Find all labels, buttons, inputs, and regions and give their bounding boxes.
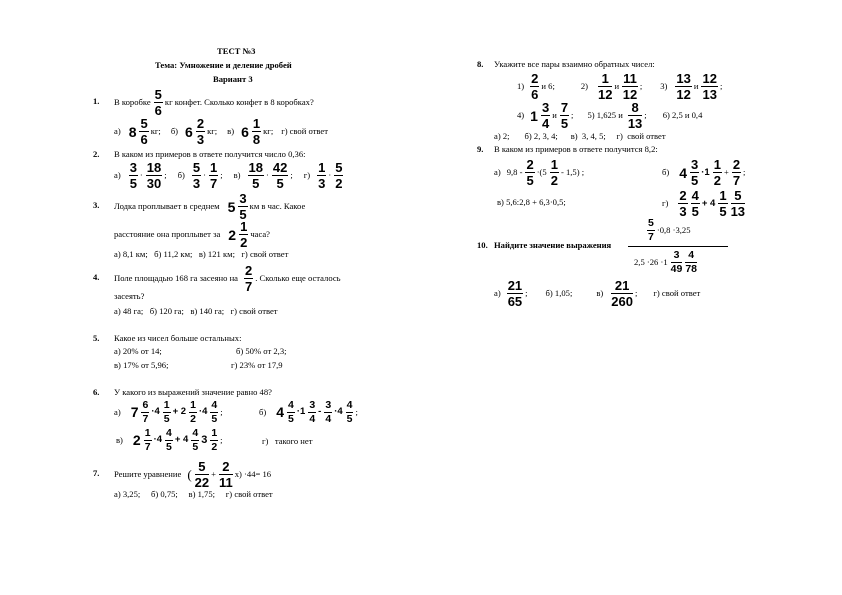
- q10-text: Найдите значение выражения: [494, 240, 612, 250]
- q8-p5-frac-numerator: 8: [628, 101, 642, 116]
- q1-c-unit: кг;: [263, 126, 274, 137]
- q1-c-label: в): [227, 126, 235, 137]
- q8-p2-end: ;: [639, 81, 643, 92]
- q9-a-text1: 9,8 -: [506, 167, 523, 178]
- q2-text: В каком из примеров в ответе получится число 0,36:: [114, 149, 306, 159]
- q6-b-frac1-numerator: 4: [288, 399, 294, 411]
- q7-number: 7.: [93, 468, 100, 478]
- q10-d-text: г) свой ответ: [653, 288, 701, 299]
- q2-a-frac1-denominator: 5: [129, 176, 137, 191]
- q10-number: 10.: [477, 240, 488, 250]
- q9-a-frac-denominator: 5: [526, 173, 534, 188]
- q2-c-frac2-numerator: 42: [272, 160, 288, 175]
- q1-b-fraction-numerator: 2: [196, 116, 205, 131]
- q8-p3-frac2-denominator: 13: [702, 87, 717, 102]
- q8-p2-frac2-numerator: 11: [623, 71, 637, 86]
- q8-p5-end: ;: [644, 110, 647, 121]
- q2-b-frac1-numerator: 5: [192, 160, 201, 175]
- q2-d-frac2-denominator: 2: [335, 176, 343, 191]
- q9-d-frac4-denominator: 13: [730, 204, 746, 219]
- q2-a-label: а): [114, 170, 121, 181]
- q9-b-frac3: [732, 158, 741, 187]
- q6-c-frac1-denominator: 7: [144, 440, 151, 453]
- q3-text-c: расстояние она проплывет за: [114, 229, 221, 240]
- q2-a-op: ·: [139, 170, 143, 181]
- q7-frac1: [195, 460, 209, 489]
- q9-d-frac1-denominator: 3: [679, 204, 687, 219]
- q6-text: У какого из выражений значение равно 48?: [114, 387, 272, 397]
- q1-fraction-numerator: 5: [154, 87, 162, 102]
- q3-text-d: часа?: [250, 229, 270, 240]
- q2-b-frac1: [192, 161, 201, 190]
- q6-b-frac2: [308, 400, 316, 424]
- q2-a-frac2-denominator: 30: [146, 176, 162, 191]
- q9-d-frac2-numerator: 4: [691, 188, 699, 203]
- q3-whole2: 2: [228, 226, 237, 243]
- q2-d-label: г): [303, 170, 311, 181]
- q9-a-frac2-denominator: 2: [550, 173, 558, 188]
- q8-p4-frac2-numerator: 7: [560, 100, 569, 115]
- q9-d-frac3-denominator: 5: [719, 204, 727, 219]
- q2-b-frac2: [209, 161, 218, 190]
- q10-bot-text: 2,5 ·26 ·1: [634, 256, 668, 267]
- q9-b-label: б): [662, 167, 670, 178]
- q9-text: В каком из примеров в ответе получится 8,2:: [494, 144, 658, 154]
- q6-a-frac1-numerator: 6: [142, 399, 149, 411]
- q6-option-b: [259, 400, 360, 424]
- q4-fraction: [244, 264, 253, 293]
- q8-label-4: 4): [517, 110, 525, 121]
- q9-option-a: [494, 158, 586, 187]
- q10-answers: [494, 279, 702, 308]
- q6-c-frac4: [210, 428, 218, 452]
- q7-frac2-numerator: 2: [219, 460, 233, 475]
- q9-a-text3: - 1,5) ;: [560, 167, 585, 178]
- q9-b-frac3-denominator: 7: [732, 173, 741, 188]
- q9-b-frac: [690, 158, 699, 187]
- q8-p4-and: и: [552, 110, 557, 121]
- q6-b-frac3: [324, 400, 332, 424]
- q8-p3-frac2: [701, 72, 717, 101]
- q6-c-frac1-numerator: 1: [144, 427, 151, 439]
- q1-fraction-denominator: 6: [154, 103, 162, 118]
- q6-c-frac2-denominator: 5: [166, 440, 172, 453]
- q7-frac2: [219, 460, 233, 489]
- q8-p4-frac1-denominator: 4: [541, 116, 550, 131]
- q2-a-frac1: [129, 161, 138, 190]
- q1-a-whole: 8: [128, 123, 137, 140]
- q5-option-a: а) 20% от 14;: [114, 346, 162, 356]
- q10-top-frac-denominator: 7: [648, 230, 654, 243]
- q6-c-term3: + 4: [174, 434, 189, 446]
- q2-c-end: ;: [290, 170, 293, 181]
- q8-p2-and: и: [614, 81, 620, 92]
- q7-text-b: x) ·44= 16: [234, 469, 272, 480]
- q10-fraction-bar: [628, 246, 728, 247]
- q6-b-whole1: 4: [276, 404, 285, 420]
- q10-top-frac: [647, 218, 655, 242]
- q10-top-frac-numerator: 5: [648, 217, 654, 229]
- q8-p1-frac: [530, 72, 539, 101]
- q8-text: Укажите все пары взаимно обратных чисел:: [494, 59, 655, 69]
- q8-p4-frac2-denominator: 5: [560, 116, 569, 131]
- q3-fraction2-numerator: 1: [240, 219, 248, 234]
- q6-b-frac4: [346, 400, 354, 424]
- q10-b-text: б) 1,05;: [545, 288, 573, 299]
- q2-b-label: б): [177, 170, 185, 181]
- q10-expression-denominator: [634, 250, 699, 274]
- q2-b-frac1-denominator: 3: [192, 176, 201, 191]
- q1-b-label: б): [170, 126, 179, 137]
- q6-a-frac2-denominator: 5: [163, 412, 170, 425]
- q5-option-c: в) 17% от 5,96;: [114, 360, 169, 370]
- q1-a-unit: кг;: [150, 126, 161, 137]
- q1-b-fraction: [196, 117, 205, 146]
- q1-a-fraction: [139, 117, 148, 146]
- q8-p4-frac1-numerator: 3: [541, 100, 550, 115]
- q6-a-frac2-numerator: 1: [163, 399, 170, 411]
- q9-b-frac3-numerator: 2: [732, 157, 741, 172]
- q9-b-plus: +: [723, 167, 729, 178]
- q6-a-frac3: [189, 400, 197, 424]
- q7-frac2-denominator: 11: [218, 475, 233, 490]
- q10-a-frac: [507, 279, 523, 308]
- q2-answers: [114, 161, 345, 190]
- q10-c-frac-numerator: 21: [611, 279, 633, 294]
- q2-a-frac2-numerator: 18: [146, 160, 162, 175]
- q6-a-frac4-numerator: 4: [211, 399, 218, 411]
- q3-line2: [114, 220, 272, 249]
- q6-c-term2: ·4: [153, 434, 163, 446]
- q3-fraction-numerator: 3: [239, 191, 247, 206]
- q7-open-paren: (: [187, 467, 192, 482]
- q6-a-frac2: [163, 400, 171, 424]
- q10-bot-frac2-numerator: 4: [685, 250, 697, 263]
- q1-c-fraction: [252, 117, 261, 146]
- q6-a-frac1-denominator: 7: [142, 412, 149, 425]
- q8-p3-frac2-numerator: 12: [702, 71, 717, 86]
- q1-fraction: [154, 88, 163, 117]
- q9-d-frac2-denominator: 5: [691, 204, 699, 219]
- q9-d-frac4-numerator: 5: [731, 189, 745, 204]
- q6-a-whole1: 7: [130, 404, 139, 420]
- q8-p4-frac1: [541, 101, 550, 130]
- q2-a-frac1-numerator: 3: [129, 160, 137, 175]
- q9-b-whole: 4: [679, 164, 688, 181]
- q10-top-text: ·0,8 ·3,25: [656, 224, 691, 235]
- q3-answers: а) 8,1 км; б) 11,2 км; в) 121 км; г) свой ответ: [114, 249, 289, 259]
- q10-bot-frac2-denominator: 78: [685, 262, 698, 275]
- q6-b-end: ;: [355, 406, 358, 417]
- q2-a-end: ;: [164, 170, 167, 181]
- q8-number: 8.: [477, 59, 484, 69]
- q8-label-2: 2): [580, 81, 589, 92]
- q6-c-label: в): [116, 434, 123, 445]
- q6-c-frac1: [144, 428, 152, 452]
- q10-c-frac: [611, 279, 633, 308]
- q8-p4-end: ;: [571, 110, 574, 121]
- q6-b-frac1: [287, 400, 295, 424]
- q6-c-end: ;: [220, 434, 223, 445]
- q6-c-frac3: [191, 428, 199, 452]
- q6-a-end: ;: [220, 406, 223, 417]
- q7-frac1-numerator: 5: [195, 460, 209, 475]
- q4-number: 4.: [93, 272, 100, 282]
- q9-d-label: г): [662, 198, 669, 209]
- q6-b-label: б): [259, 406, 267, 417]
- q9-d-frac1: [678, 189, 687, 218]
- q6-b-frac2-numerator: 3: [309, 399, 316, 411]
- q3-fraction2: [239, 220, 248, 249]
- q2-b-frac2-denominator: 7: [210, 176, 218, 191]
- q8-p1-frac-denominator: 6: [531, 87, 539, 102]
- q8-pairs-row1: [517, 72, 724, 101]
- q7-answers: а) 3,25; б) 0,75; в) 1,75; г) свой ответ: [114, 489, 273, 499]
- q1-statement: [114, 88, 316, 117]
- q8-p5-frac: [628, 101, 642, 130]
- q8-label-6: 6) 2,5 и 0,4: [662, 110, 703, 121]
- q8-p1-frac-numerator: 2: [531, 71, 539, 86]
- q6-b-frac4-denominator: 5: [346, 412, 353, 425]
- q3-number: 3.: [93, 200, 100, 210]
- q9-b-frac2-denominator: 2: [713, 173, 721, 188]
- q8-pairs-row2: [517, 101, 704, 130]
- q7-op: +: [211, 469, 216, 480]
- q3-fraction-denominator: 5: [239, 207, 247, 222]
- q8-label-1: 1): [517, 81, 525, 92]
- q10-c-end: ;: [634, 288, 638, 299]
- q4-text-a: Поле площадью 168 га засеяно на: [114, 273, 238, 284]
- q3-text-b: км в час. Какое: [249, 201, 306, 212]
- q1-text-a: В коробке: [114, 97, 151, 108]
- q6-b-frac3-denominator: 4: [325, 412, 332, 425]
- q10-a-label: а): [494, 288, 501, 299]
- q1-b-whole: 6: [185, 123, 193, 140]
- q6-b-frac2-denominator: 4: [309, 412, 316, 425]
- q6-c-frac2-numerator: 4: [166, 427, 172, 439]
- q6-b-frac1-denominator: 5: [288, 412, 294, 425]
- q6-a-frac3-denominator: 2: [190, 412, 196, 425]
- q9-d-frac1-numerator: 2: [679, 188, 687, 203]
- q4-answers: а) 48 га; б) 120 га; в) 140 га; г) свой ответ: [114, 306, 278, 316]
- q6-a-frac3-numerator: 1: [190, 399, 196, 411]
- q9-option-d: [662, 189, 747, 218]
- q8-p4-frac2: [560, 101, 569, 130]
- q8-p2-frac2-denominator: 12: [622, 87, 638, 102]
- q6-b-frac4-numerator: 4: [346, 399, 353, 411]
- q4-text-b: . Сколько еще осталось: [255, 273, 341, 284]
- q6-c-frac4-denominator: 2: [211, 440, 218, 453]
- q1-b-unit: кг;: [207, 126, 218, 137]
- q1-c-fraction-numerator: 1: [252, 116, 261, 131]
- q10-c-label: в): [596, 288, 604, 299]
- q8-p2-frac1-denominator: 12: [598, 87, 613, 102]
- q9-number: 9.: [477, 144, 484, 154]
- q2-c-op: ·: [266, 170, 269, 181]
- q2-b-frac2-numerator: 1: [210, 160, 218, 175]
- q6-c-frac4-numerator: 1: [211, 427, 218, 439]
- q9-a-frac-numerator: 2: [526, 157, 534, 172]
- q8-p4-whole: 1: [530, 107, 538, 124]
- q6-a-frac4: [210, 400, 218, 424]
- q3-fraction2-denominator: 2: [240, 235, 248, 250]
- q1-a-fraction-denominator: 6: [140, 132, 148, 147]
- q6-c-frac3-denominator: 5: [192, 440, 199, 453]
- q4-text-c: засеять?: [114, 291, 145, 301]
- q9-option-b: [662, 158, 747, 187]
- q9-d-plus: + 4: [701, 197, 716, 209]
- q10-a-frac-numerator: 21: [507, 278, 523, 293]
- q9-d-frac2: [691, 189, 700, 218]
- q4-line1: [114, 264, 343, 293]
- q1-text-b: кг конфет. Сколько конфет в 8 коробках?: [164, 97, 314, 108]
- q10-bot-frac2: [685, 250, 697, 274]
- q6-option-d: г) такого нет: [262, 436, 313, 446]
- q5-number: 5.: [93, 333, 100, 343]
- q10-c-frac-denominator: 260: [611, 294, 633, 309]
- q2-b-end: ;: [220, 170, 223, 181]
- q1-number: 1.: [93, 96, 100, 106]
- q6-c-frac3-numerator: 4: [192, 427, 199, 439]
- q9-d-frac3: [718, 189, 727, 218]
- q9-b-frac-numerator: 3: [691, 157, 699, 172]
- q1-d-label: г): [281, 126, 288, 137]
- q7-equation: [114, 460, 273, 489]
- q2-d-frac2: [334, 161, 343, 190]
- q6-b-term2: ·1: [296, 406, 306, 418]
- test-topic: Тема: Умножение и деление дробей: [155, 60, 292, 70]
- q4-fraction-denominator: 7: [245, 279, 253, 294]
- q8-p1-tail: и 6;: [541, 81, 555, 92]
- q6-a-term4: ·4: [198, 406, 208, 418]
- q1-a-label: а): [114, 126, 121, 137]
- q8-p5-frac-denominator: 13: [627, 116, 643, 131]
- q2-number: 2.: [93, 149, 100, 159]
- test-title: ТЕСТ №3: [217, 46, 256, 56]
- q9-a-frac2-numerator: 1: [550, 157, 558, 172]
- q9-option-c: в) 5,6:2,8 + 6,3·0,5;: [497, 197, 566, 207]
- q2-b-op: ·: [203, 170, 206, 181]
- q2-d-frac1: [317, 161, 326, 190]
- q2-c-label: в): [233, 170, 241, 181]
- q3-text-a: Лодка проплывает в среднем: [114, 201, 220, 212]
- q6-number: 6.: [93, 387, 100, 397]
- q8-p3-frac1-denominator: 12: [676, 87, 691, 102]
- q2-c-frac2: [272, 161, 288, 190]
- q6-option-c: [116, 428, 225, 452]
- q6-b-frac3-numerator: 3: [325, 399, 332, 411]
- q8-p2-frac1: [598, 72, 612, 101]
- q8-p3-end: ;: [719, 81, 723, 92]
- q5-option-b: б) 50% от 2,3;: [236, 346, 287, 356]
- q8-label-3: 3): [660, 81, 668, 92]
- q8-p3-and: и: [693, 81, 699, 92]
- q2-d-frac2-numerator: 5: [335, 160, 343, 175]
- q6-option-a: [114, 400, 225, 424]
- q1-a-fraction-numerator: 5: [140, 116, 148, 131]
- q8-p3-frac1-numerator: 13: [676, 71, 691, 86]
- q8-label-5: 5) 1,625 и: [587, 110, 623, 121]
- test-variant: Вариант 3: [213, 74, 253, 84]
- q1-b-fraction-denominator: 3: [196, 132, 205, 147]
- q9-a-label: а): [494, 167, 501, 178]
- q6-b-minus: -: [318, 406, 322, 418]
- q5-option-d: г) 23% от 17,9: [231, 360, 283, 370]
- q9-b-text: ·1: [701, 166, 710, 178]
- q5-text: Какое из чисел больше остальных:: [114, 333, 242, 343]
- q10-a-end: ;: [525, 288, 528, 299]
- q1-answers: [114, 117, 330, 146]
- q6-c-frac2: [165, 428, 173, 452]
- q1-c-fraction-denominator: 8: [252, 132, 261, 147]
- q9-a-text2: ·(5: [536, 167, 547, 178]
- q9-d-frac4: [731, 189, 745, 218]
- q9-a-frac: [525, 158, 534, 187]
- q2-c-frac1-denominator: 5: [252, 176, 260, 191]
- q10-bot-frac: [671, 250, 683, 274]
- q6-a-term3: + 2: [172, 406, 187, 418]
- q2-c-frac2-denominator: 5: [276, 176, 284, 191]
- q6-c-whole1: 2: [132, 432, 141, 448]
- q10-bot-frac-numerator: 3: [671, 250, 683, 263]
- q1-d-text: свой ответ: [289, 126, 328, 137]
- q9-b-frac2-numerator: 1: [713, 157, 721, 172]
- q4-fraction-numerator: 2: [245, 263, 253, 278]
- q9-b-frac2: [713, 158, 722, 187]
- q6-a-term2: ·4: [151, 406, 160, 418]
- q7-text-a: Решите уравнение: [114, 469, 182, 480]
- q6-a-label: а): [114, 406, 121, 417]
- q9-a-frac2: [550, 158, 559, 187]
- q2-d-op: ·: [328, 170, 332, 181]
- q8-p2-frac2: [622, 72, 638, 101]
- q7-frac1-denominator: 22: [194, 475, 210, 490]
- q10-expression-numerator: [646, 218, 693, 242]
- q6-a-frac4-denominator: 5: [211, 412, 218, 425]
- q9-b-frac-denominator: 5: [691, 173, 699, 188]
- q9-d-frac3-numerator: 1: [719, 188, 727, 203]
- q3-line1: [114, 192, 307, 221]
- q8-p3-frac1: [675, 72, 691, 101]
- q2-d-frac1-numerator: 1: [318, 160, 326, 175]
- q10-a-frac-denominator: 65: [507, 294, 523, 309]
- q1-c-whole: 6: [241, 123, 249, 140]
- q8-p2-frac1-numerator: 1: [598, 72, 612, 87]
- q10-bot-frac-denominator: 49: [670, 262, 683, 275]
- q3-whole: 5: [227, 198, 236, 215]
- q8-answers: а) 2; б) 2, 3, 4; в) 3, 4, 5; г) свой ответ: [494, 131, 666, 141]
- q2-d-frac1-denominator: 3: [318, 176, 326, 191]
- q2-a-frac2: [146, 161, 162, 190]
- q6-b-term4: ·4: [334, 406, 343, 418]
- q6-a-frac1: [141, 400, 149, 424]
- q6-c-term4: 3: [201, 433, 208, 446]
- q2-c-frac1: [248, 161, 264, 190]
- q9-b-end: ;: [743, 167, 746, 178]
- q3-fraction: [238, 192, 247, 221]
- q2-c-frac1-numerator: 18: [248, 160, 264, 175]
